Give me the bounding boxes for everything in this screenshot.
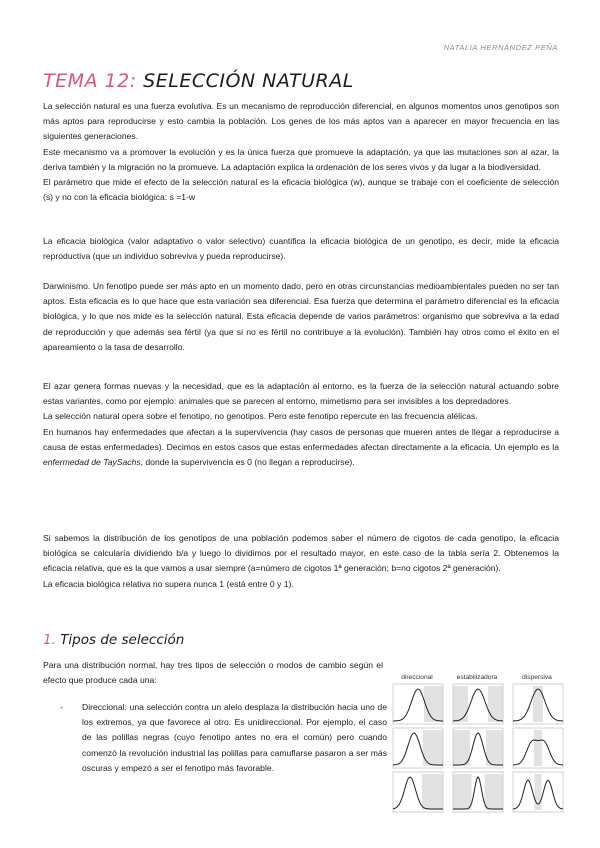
section-intro: Para una distribución normal, hay tres tipos de selección o modos de cambio según el efecto que produce cada una: <box>43 660 383 686</box>
paragraph-9: Si sabemos la distribución de los genotipos de una población podemos saber el número de cigotos de cada genotipo, la eficacia biológica se calcularía dividiendo b/a y luego lo dividimos por el resultado mayor, en este caso de la tabla sería 2. Obtenemos la eficacia relativa, que es la que vamos a usar siempre (a=número de cigotos 1ª generación; b=no cigotos 2ª generación). <box>43 533 559 574</box>
section-number: 1. <box>43 632 56 648</box>
fitness-block <box>43 234 559 264</box>
paragraph-8-start: En humanos hay enfermedades que afectan a la supervivencia (hay casos de personas que mueren antes de llegar a reproducirse a causa de estas enfermedades). Decimos en estos casos que estas enfermedades afectan directamente a la eficacia. Un ejemplo es la <box>43 426 559 452</box>
selected-region <box>486 730 503 766</box>
darwinism-block <box>43 279 559 355</box>
selected-region <box>533 686 543 722</box>
bullet-dash: - <box>60 702 63 712</box>
selected-region <box>424 686 443 722</box>
genotype-block <box>43 531 559 592</box>
section-title: Tipos de selección <box>60 632 185 648</box>
paragraph-5: Darwinismo. Un fenotipo puede ser más apto en un momento dado, pero en otras circunstancias medioambientales pueden no ser tan aptos. Esta eficacia es lo que hace que esta variación sea diferencial. Esa fuerza que determina el parámetro diferencial es la eficacia biológica, y lo que nos mide es la selección natural. Esta eficacia depende de varios parámetros: organismo que sobreviva a la edad de reproducción y que además sea fértil (ya que si no es fértil no contribuye a la evolución). También hay otros como el éxito en el apareamiento o la tasa de desarrollo. <box>43 281 559 352</box>
page-title <box>43 70 354 92</box>
section-heading <box>43 632 184 648</box>
selected-region <box>422 774 443 810</box>
paragraph-4: La eficacia biológica (valor adaptativo o valor selectivo) cuantifica la eficacia biológica de un genotipo, es decir, mide la eficacia reproductiva (que un individuo sobreviva y pueda reproducirse). <box>43 236 559 262</box>
label-estabilizadora: estabilizadora <box>456 674 498 681</box>
title-prefix: TEMA 12: <box>43 70 137 92</box>
selected-region <box>453 730 470 766</box>
chance-block <box>43 379 559 470</box>
paragraph-10: La eficacia biológica relativa no supera nunca 1 (está entre 0 y 1). <box>43 578 294 589</box>
selected-region <box>453 686 468 722</box>
selected-region <box>485 774 504 810</box>
paragraph-8 <box>43 425 559 471</box>
paragraph-7: La selección natural opera sobre el fenotipo, no genotipos. Pero este fenotipo repercute en las frecuencia alélicas. <box>43 411 478 422</box>
paragraph-1: La selección natural es una fuerza evolutiva. Es un mecanismo de reproducción diferencial, en algunos momentos unos genotipos son más aptos para reproducirse y esto cambia la población. Los genes de los más aptos van a aparecer en mayor frecuencia en las siguientes generaciones. <box>43 101 559 142</box>
paragraph-8-end: , donde la supervivencia es 0 (no llegan a reproducirse). <box>140 457 355 468</box>
selected-region <box>453 774 472 810</box>
paragraph-2: Este mecanismo va a promover la evolución y es la única fuerza que promueve la adaptación, ya que las mutaciones son al azar, la deriva también y la migración no la promueve. La adaptación explica la ordenación de los seres vivos y da lugar a la biodiversidad. <box>43 146 559 172</box>
bullet-text-direccional: Direccional: una selección contra un alelo desplaza la distribución hacia uno de los extremos, ya que favorece al otro. Es unidireccional. Por ejemplo, el caso de las polillas negras (cuyo fenotipo antes no era el común) pero cuando comenzó la revolución industrial las polillas para camuflarse pasaron a ser más oscuras y empezó a ser el fenotipo más favorable. <box>82 702 387 773</box>
selected-region <box>488 686 503 722</box>
selected-region <box>534 730 542 766</box>
label-direccional: direccional <box>401 674 433 681</box>
paragraph-3: El parámetro que mide el efecto de la selección natural es la eficacia biológica (w), aunque se trabaje con el coeficiente de selección (s) y no con la eficacia biológica: s =1-w <box>43 177 559 203</box>
intro-block <box>43 99 559 205</box>
author-name: NATALIA HERNÁNDEZ PEÑA <box>443 43 558 52</box>
list-item <box>60 700 387 776</box>
paragraph-6: El azar genera formas nuevas y la necesidad, que es la adaptación al entorno, es la fuerza de la selección natural actuando sobre estas variantes, como por ejemplo: animales que se parecen al entorno, mimetismo para ser invisibles a los depredadores. <box>43 381 559 407</box>
label-dispersiva: dispersiva <box>522 674 552 681</box>
selection-types-figure <box>390 670 565 820</box>
disease-name: enfermedad de TaySachs <box>43 457 141 468</box>
title-main: SELECCIÓN NATURAL <box>143 70 354 92</box>
